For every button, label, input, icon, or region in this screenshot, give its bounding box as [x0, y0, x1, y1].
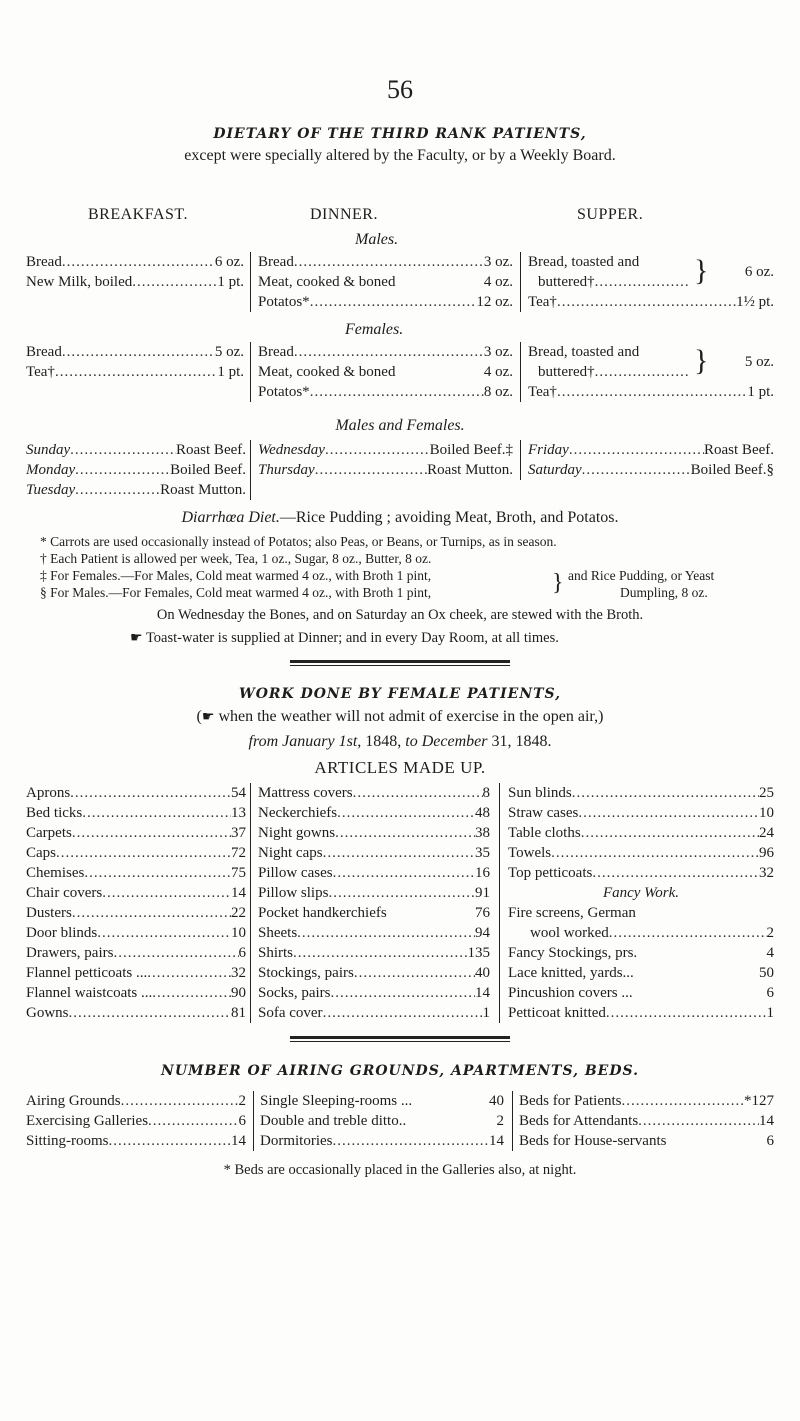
week-col-1 [26, 440, 246, 500]
diet-row: Potatos* ..... 12 oz. [258, 292, 513, 312]
dinner-females-label: Females. [345, 321, 404, 338]
column-divider [250, 440, 251, 500]
article-row: Flannel waistcoats ... ..... 90 [26, 983, 246, 1003]
articles-col-3 [508, 783, 774, 1023]
article-row: Dusters ..... 22 [26, 903, 246, 923]
article-row: Stockings, pairs ..... 40 [258, 963, 490, 983]
column-divider [253, 1091, 254, 1151]
breakfast-females [26, 342, 244, 382]
article-row: Chair covers ..... 14 [26, 883, 246, 903]
airing-col-1 [26, 1091, 246, 1151]
diet-row: Potatos* ..... 8 oz. [258, 382, 513, 402]
article-row: Straw cases ..... 10 [508, 803, 774, 823]
article-row: Aprons ..... 54 [26, 783, 246, 803]
dinner-males-label: Males. [355, 231, 399, 248]
article-row: Pincushion covers ... 6 [508, 985, 774, 1001]
count-row: Beds for Attendants ..... 14 [519, 1111, 774, 1131]
note-rice-line2: Dumpling, 8 oz. [620, 585, 708, 600]
article-row: Gowns ..... 81 [26, 1003, 246, 1023]
article-row: wool worked ..... 2 [508, 923, 774, 943]
diet-row: Meat, cooked & boned 4 oz. [258, 274, 513, 290]
dietary-notes [40, 533, 780, 601]
article-row: Pillow slips ..... 91 [258, 883, 490, 903]
week-col-2 [258, 440, 513, 480]
pointing-hand-icon: ☛ [130, 631, 143, 646]
article-row: Pocket handkerchiefs 76 [258, 905, 490, 921]
article-row: Petticoat knitted ..... 1 [508, 1003, 774, 1023]
supper-males: Bread, toasted and buttered† ..... } 6 oz. Tea† ..... 1½ pt. [528, 252, 774, 312]
note-females: ‡ For Females.—For Males, Cold meat warmed 4 oz., with Broth 1 pint, [40, 568, 432, 583]
males-and-females-label: Males and Females. [335, 417, 465, 434]
count-row: Beds for House-servants 6 [519, 1133, 774, 1149]
count-row: Beds for Patients ..... *127 [519, 1091, 774, 1111]
note-tea: † Each Patient is allowed per week, Tea, 1 oz., Sugar, 8 oz., Butter, 8 oz. [40, 551, 432, 566]
airing-title: NUMBER OF AIRING GROUNDS, APARTMENTS, BEDS. [161, 1063, 639, 1079]
note-males: § For Males.—For Females, Cold meat warmed 4 oz., with Broth 1 pint, [40, 585, 432, 600]
supper-females: Bread, toasted and buttered† ..... } 5 oz. Tea† ..... 1 pt. [528, 342, 774, 402]
note-toast: ☛ Toast-water is supplied at Dinner; and in every Day Room, at all times. [130, 630, 559, 646]
articles-col-1 [26, 783, 246, 1023]
count-row: Airing Grounds ..... 2 [26, 1091, 246, 1111]
column-divider [520, 342, 521, 402]
article-row: Towels ..... 96 [508, 843, 774, 863]
article-row: Top petticoats ..... 32 [508, 863, 774, 883]
note-wednesday: On Wednesday the Bones, and on Saturday an Ox cheek, are stewed with the Broth. [156, 607, 644, 623]
article-row: Carpets ..... 37 [26, 823, 246, 843]
count-row: Single Sleeping-rooms ... 40 [260, 1093, 504, 1109]
work-subtitle: (☛ when the weather will not admit of exercise in the open air,) [196, 708, 604, 725]
diet-row: Tea† ..... 1 pt. [528, 382, 774, 402]
column-divider [512, 1091, 513, 1151]
weekday-row: Friday ..... Roast Beef. [528, 440, 774, 460]
diet-row: Tea† ..... 1½ pt. [528, 292, 774, 312]
article-row: Caps ..... 72 [26, 843, 246, 863]
diet-row: Meat, cooked & boned 4 oz. [258, 364, 513, 380]
article-row: Sheets ..... 94 [258, 923, 490, 943]
article-row: Socks, pairs ..... 14 [258, 983, 490, 1003]
articles-col-2 [258, 783, 490, 1023]
article-row: Door blinds ..... 10 [26, 923, 246, 943]
weekday-row: Thursday ..... Roast Mutton. [258, 460, 513, 480]
supper-bread-line1: Bread, toasted and [528, 254, 640, 270]
count-row: Dormitories ..... 14 [260, 1131, 504, 1151]
fancy-work-label: Fancy Work. [602, 885, 680, 901]
article-row: Night caps ..... 35 [258, 843, 490, 863]
article-row: Sun blinds ..... 25 [508, 783, 774, 803]
breakfast-males [26, 252, 244, 292]
column-divider [250, 783, 251, 1023]
diarrhoea-diet: Diarrhœa Diet.—Rice Pudding ; avoiding Meat, Broth, and Potatos. [181, 509, 619, 526]
article-row: Table cloths ..... 24 [508, 823, 774, 843]
article-row: Sofa cover ..... 1 [258, 1003, 490, 1023]
article-row: Chemises ..... 75 [26, 863, 246, 883]
article-row: Bed ticks ..... 13 [26, 803, 246, 823]
dietary-subtitle: except were specially altered by the Faculty, or by a Weekly Board. [184, 147, 616, 164]
note-rice-line1: and Rice Pudding, or Yeast [568, 568, 715, 583]
article-row: Shirts ..... 135 [258, 943, 490, 963]
airing-col-2 [260, 1091, 504, 1151]
weekday-row: Wednesday ..... Boiled Beef.‡ [258, 440, 513, 460]
article-row: Fancy Stockings, prs. 4 [508, 945, 774, 961]
weekday-row: Monday ..... Boiled Beef. [26, 460, 246, 480]
breakfast-heading: BREAKFAST. [88, 206, 188, 223]
column-divider [520, 440, 521, 480]
diet-row: Bread ..... 3 oz. [258, 252, 513, 272]
article-row: Lace knitted, yards... 50 [508, 965, 774, 981]
supper-bread-line1: Bread, toasted and [528, 344, 640, 360]
airing-footnote: * Beds are occasionally placed in the Galleries also, at night. [223, 1162, 577, 1178]
count-row: Double and treble ditto.. 2 [260, 1113, 504, 1129]
articles-heading: ARTICLES MADE UP. [314, 758, 486, 777]
column-divider [250, 342, 251, 402]
weekday-row: Tuesday ..... Roast Mutton. [26, 480, 246, 500]
dinner-females [258, 342, 513, 402]
dinner-males [258, 252, 513, 312]
diet-row: Tea† ..... 1 pt. [26, 362, 244, 382]
page-number: 56 [387, 75, 413, 104]
section-separator [290, 660, 510, 666]
article-row: Drawers, pairs ..... 6 [26, 943, 246, 963]
work-period: from January 1st, 1848, to December 31, 1848. [248, 733, 552, 750]
week-col-3 [528, 440, 774, 480]
dietary-title: DIETARY OF THE THIRD RANK PATIENTS, [213, 126, 587, 142]
weekday-row: Saturday ..... Boiled Beef.§ [528, 460, 774, 480]
brace: } [552, 570, 564, 596]
article-row: Pillow cases ..... 16 [258, 863, 490, 883]
column-divider [499, 783, 500, 1023]
supper-heading: SUPPER. [577, 206, 644, 223]
weekday-row: Sunday ..... Roast Beef. [26, 440, 246, 460]
diet-row: New Milk, boiled ..... 1 pt. [26, 272, 244, 292]
fire-screens-line1: Fire screens, German [508, 905, 636, 921]
count-row: Sitting-rooms ..... 14 [26, 1131, 246, 1151]
brace: } [694, 254, 709, 287]
pointing-hand-icon: ☛ [201, 710, 215, 725]
article-row: Neckerchiefs ..... 48 [258, 803, 490, 823]
article-row: Mattress covers ..... 8 [258, 783, 490, 803]
supper-bread-amount: 6 oz. [744, 264, 774, 280]
diet-row: Bread ..... 3 oz. [258, 342, 513, 362]
article-row: Flannel petticoats ... ..... 32 [26, 963, 246, 983]
dinner-heading: DINNER. [310, 206, 378, 223]
supper-bread-amount: 5 oz. [744, 354, 774, 370]
diet-row: Bread ..... 5 oz. [26, 342, 244, 362]
brace: } [694, 344, 709, 377]
article-row: Night gowns ..... 38 [258, 823, 490, 843]
work-title: WORK DONE BY FEMALE PATIENTS, [238, 686, 562, 702]
column-divider [250, 252, 251, 312]
diet-row: Bread ..... 6 oz. [26, 252, 244, 272]
section-separator [290, 1036, 510, 1042]
count-row: Exercising Galleries ..... 6 [26, 1111, 246, 1131]
airing-col-3 [519, 1091, 774, 1151]
column-divider [520, 252, 521, 312]
note-carrots: * Carrots are used occasionally instead of Potatos; also Peas, or Beans, or Turnips, as in season. [40, 534, 557, 549]
